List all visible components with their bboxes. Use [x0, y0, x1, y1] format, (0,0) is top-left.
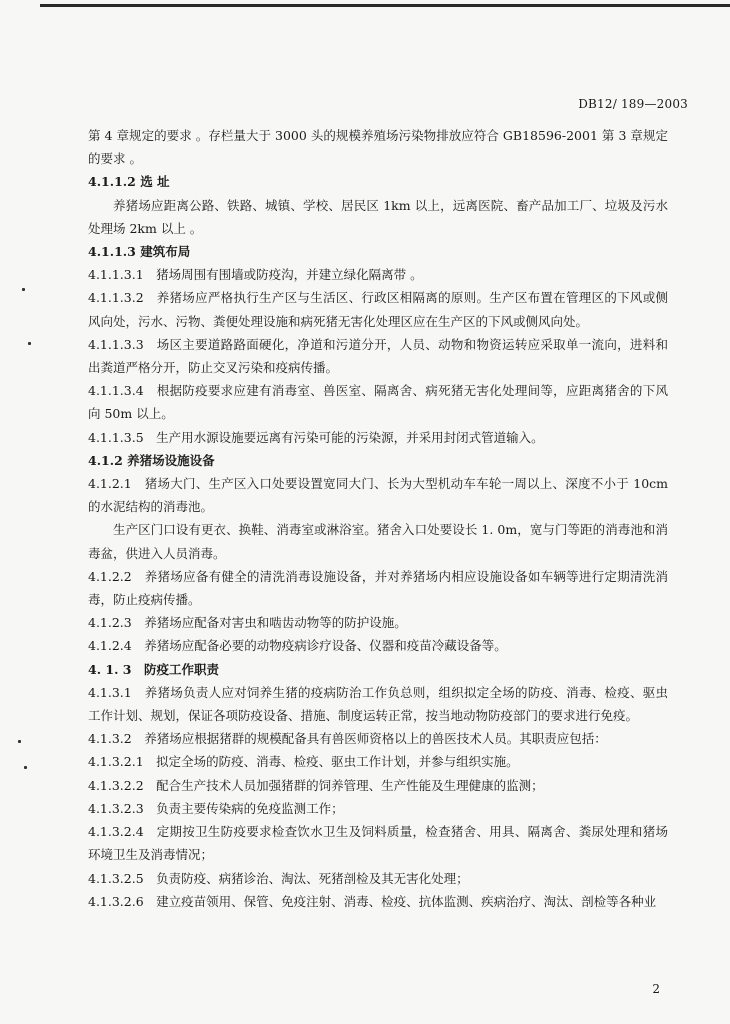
clause-4-1-3-2: 4.1.3.2 养猪场应根据猪群的规模配备具有兽医师资格以上的兽医技术人员。其职责应包括： — [88, 731, 607, 747]
clause-4-1-3-2-3: 4.1.3.2.3 负责主要传染病的免疫监测工作； — [88, 800, 344, 816]
section-heading-building-layout: 4.1.1.3 建筑布局 — [88, 244, 191, 260]
clause-4-1-3-2-4: 4.1.3.2.4 定期按卫生防疫要求检查饮水卫生及饲料质量，检查猪舍、用具、隔离舍、粪尿处理和猪场环境卫生及消毒情况； — [88, 824, 668, 863]
clause-4-1-1-3-2: 4.1.1.3.2 养猪场应严格执行生产区与生活区、行政区相隔离的原则。生产区布置在管理区的下风或侧风向处，污水、污物、粪便处理设施和病死猪无害化处理区应在生产区的下风或侧风向处。 — [88, 290, 668, 329]
clause-4-1-3-2-1: 4.1.3.2.1 拟定全场的防疫、消毒、检疫、驱虫工作计划，并参与组织实施。 — [88, 754, 519, 770]
paragraph-site-distance: 养猪场应距离公路、铁路、城镇、学校、居民区 1km 以上，远离医院、畜产品加工厂、垃圾及污水处理场 2km 以上 。 — [88, 197, 668, 236]
clause-4-1-1-3-1: 4.1.1.3.1 猪场周围有围墙或防疫沟，并建立绿化隔离带 。 — [88, 267, 423, 283]
clause-4-1-3-2-2: 4.1.3.2.2 配合生产技术人员加强猪群的饲养管理、生产性能及生理健康的监测； — [88, 777, 544, 793]
section-heading-site-selection: 4.1.1.2 选 址 — [88, 174, 170, 190]
clause-4-1-2-1: 4.1.2.1 猪场大门、生产区入口处要设置宽同大门、长为大型机动车车轮一周以上、深度不小于 10cm 的水泥结构的消毒池。 — [88, 476, 668, 515]
paragraph-production-entrance: 生产区门口设有更衣、换鞋、消毒室或淋浴室。猪舍入口处要设长 1. 0m，宽与门等距的消毒池和消毒盆，供进入人员消毒。 — [88, 522, 668, 561]
clause-4-1-3-2-6: 4.1.3.2.6 建立疫苗领用、保管、免疫注射、消毒、检疫、抗体监测、疾病治疗、淘汰、剖检等各种业 — [88, 893, 657, 909]
section-heading-facilities: 4.1.2 养猪场设施设备 — [88, 452, 215, 468]
clause-4-1-3-2-5: 4.1.3.2.5 负责防疫、病猪诊治、淘汰、死猪剖检及其无害化处理； — [88, 870, 469, 886]
clause-4-1-1-3-3: 4.1.1.3.3 场区主要道路路面硬化，净道和污道分开，人员、动物和物资运转应采取单一流向，进料和出粪道严格分开，防止交叉污染和疫病传播。 — [88, 336, 668, 376]
top-border-line — [40, 4, 730, 7]
document-code: DB12/ 189—2003 — [578, 97, 688, 111]
clause-4-1-3-1: 4.1.3.1 养猪场负责人应对饲养生猪的疫病防治工作负总则，组织拟定全场的防疫、消毒、检疫、驱虫工作计划、规划，保证各项防疫设备、措施、制度运转正常，按当地动物防疫部门的要求进行免疫。 — [88, 684, 668, 724]
scan-speck — [18, 740, 21, 743]
page-number: 2 — [652, 982, 660, 996]
scan-speck — [22, 288, 25, 291]
clause-4-1-1-3-4: 4.1.1.3.4 根据防疫要求应建有消毒室、兽医室、隔离舍、病死猪无害化处理间等，应距离猪舍的下风向 50m 以上。 — [88, 383, 668, 422]
document-body — [88, 124, 668, 913]
clause-4-1-2-3: 4.1.2.3 养猪场应配备对害虫和啮齿动物等的防护设施。 — [88, 615, 407, 631]
clause-4-1-2-4: 4.1.2.4 养猪场应配备必要的动物疫病诊疗设备、仪器和疫苗冷藏设备等。 — [88, 638, 507, 654]
scan-speck — [28, 342, 31, 345]
scan-speck — [24, 766, 27, 769]
section-heading-epidemic-duties: 4. 1. 3 防疫工作职责 — [88, 661, 220, 677]
paragraph-continuation: 第 4 章规定的要求 。存栏量大于 3000 头的规模养殖场污染物排放应符合 GB18596-2001 第 3 章规定的要求 。 — [88, 128, 668, 167]
clause-4-1-1-3-5: 4.1.1.3.5 生产用水源设施要远离有污染可能的污染源，并采用封闭式管道输入。 — [88, 429, 544, 445]
clause-4-1-2-2: 4.1.2.2 养猪场应备有健全的清洗消毒设施设备，并对养猪场内相应设施设备如车辆等进行定期清洗消毒，防止疫病传播。 — [88, 568, 668, 608]
